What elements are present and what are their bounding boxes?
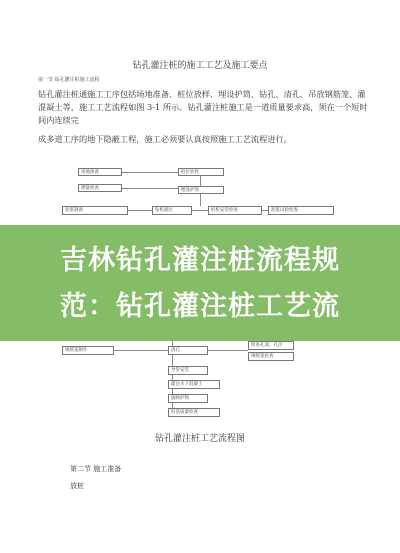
flow-box: 检查孔深、孔径 bbox=[248, 341, 294, 350]
banner-title-line-2: 范：钻孔灌注桩工艺流 bbox=[60, 291, 340, 322]
figure-caption: 钻孔灌注桩工艺流程图 bbox=[154, 434, 245, 444]
flow-box: 钢筋笼检查 bbox=[248, 352, 294, 361]
flow-box: 钢筋笼制作 bbox=[62, 346, 114, 355]
flow-connector bbox=[262, 210, 268, 211]
flow-box: 桩机安装检查 bbox=[208, 206, 262, 215]
flow-connector bbox=[122, 172, 178, 173]
flow-box: 桩基质量检查 bbox=[168, 408, 220, 417]
paragraph-1: 钻孔灌注桩通施工工序包括场地准备、桩位放样、埋设护筒、钻孔、清孔、吊放钢筋笼、灌混凝土等，施工工艺流程如图 3-1 所示。钻孔灌注桩施工是一道质量要求高，须在一个短时间内连续完 bbox=[38, 89, 368, 125]
flow-box: 钻机就位 bbox=[152, 206, 192, 215]
paragraph-2: 成多道工序的地下隐蔽工程，施工必须要认真按照施工工艺流程进行。 bbox=[38, 134, 292, 144]
flow-connector bbox=[208, 350, 248, 351]
flow-connector bbox=[122, 188, 178, 189]
flow-box: 埋设护筒 bbox=[178, 186, 224, 194]
banner-title-line-1: 吉林钻孔灌注桩流程规 bbox=[60, 245, 340, 276]
flow-box: 测量检查 bbox=[78, 184, 122, 192]
flow-connector bbox=[200, 176, 201, 186]
flow-box: 泥浆试验检查 bbox=[268, 206, 334, 215]
flow-box: 导管安装 bbox=[168, 366, 208, 375]
subsection-heading: 放桩 bbox=[70, 482, 84, 490]
flow-connector bbox=[114, 350, 168, 351]
flow-box: 拔除护筒 bbox=[168, 394, 208, 403]
flow-connector bbox=[192, 210, 208, 211]
flow-connector bbox=[200, 194, 201, 206]
flow-box: 泥浆制备 bbox=[62, 206, 128, 215]
document-title: 钻孔灌注桩的施工工艺及施工要点 bbox=[132, 61, 268, 71]
section-heading: 第一节 钻孔灌注桩施工流程 bbox=[38, 77, 100, 83]
section-2-heading: 第二节 施工准备 bbox=[70, 465, 122, 473]
flow-connector bbox=[128, 210, 152, 211]
flow-box: 场地准备 bbox=[78, 168, 122, 176]
flow-box: 清孔 bbox=[168, 346, 208, 355]
flow-box: 灌注水下混凝土 bbox=[168, 380, 220, 389]
flow-box: 桩位放样 bbox=[178, 168, 224, 176]
